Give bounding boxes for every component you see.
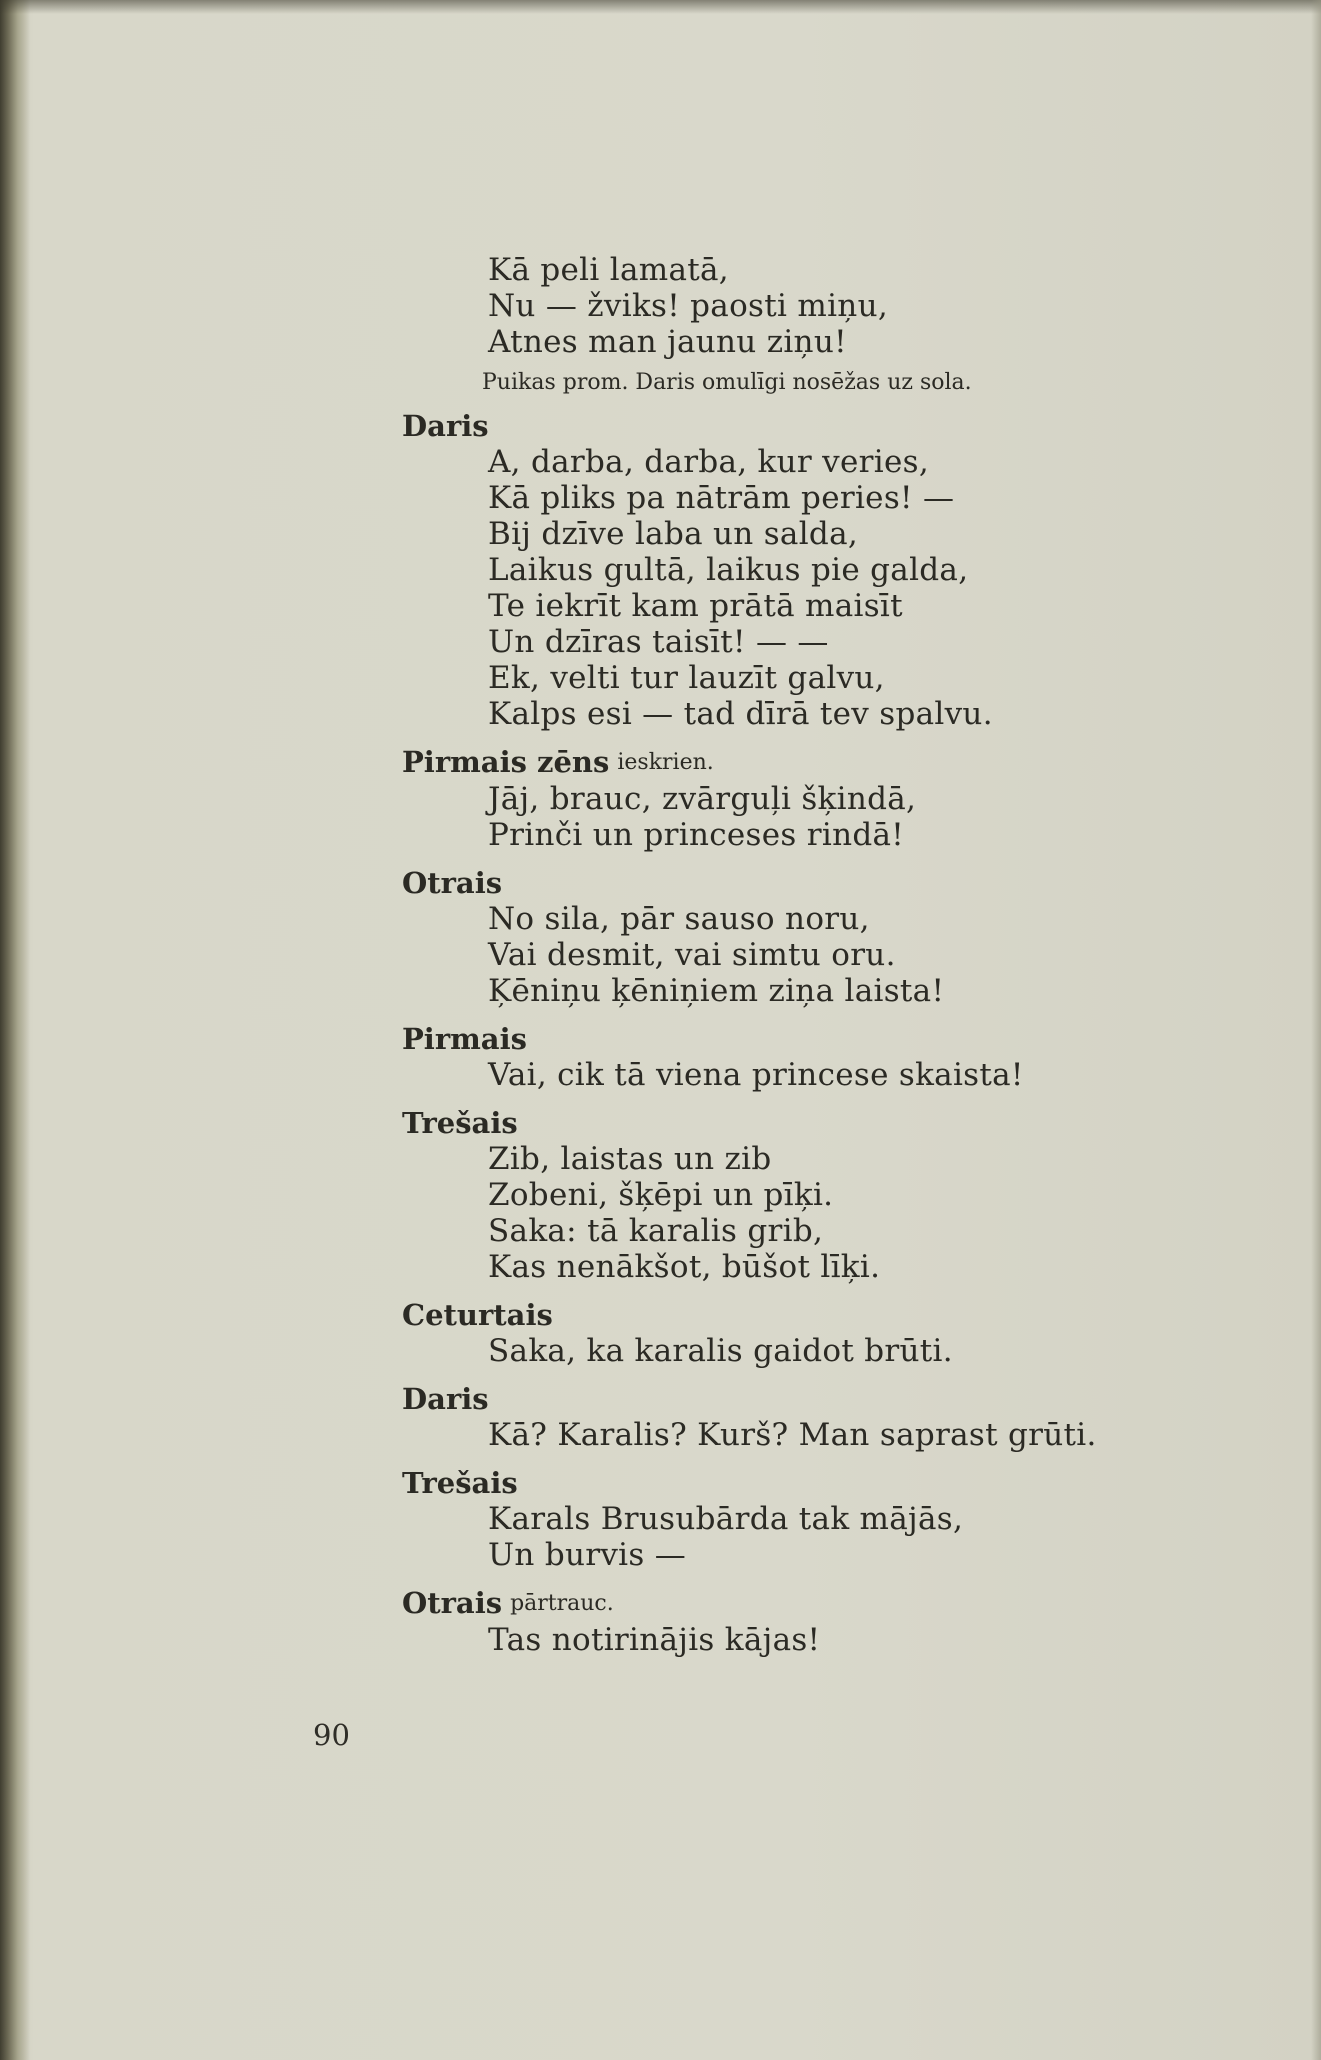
verse-line: Saka: tā karalis grib, bbox=[488, 1213, 824, 1249]
speaker-name bbox=[402, 865, 1282, 901]
verse-line: Saka, ka karalis gaidot brūti. bbox=[488, 1333, 953, 1369]
dialogue-block bbox=[402, 1465, 1282, 1573]
speaker-name bbox=[402, 744, 1282, 781]
speaker-name bbox=[402, 1465, 1282, 1501]
verse-line: Kā? Karalis? Kurš? Man saprast grūti. bbox=[488, 1417, 1097, 1453]
verse-line: Un burvis — bbox=[488, 1537, 687, 1573]
verse-line: Atnes man jaunu ziņu! bbox=[488, 324, 847, 360]
stage-direction: Puikas prom. Daris omulīgi nosēžas uz sola. bbox=[482, 370, 972, 395]
dialogue-block bbox=[402, 1021, 1282, 1093]
verse-line: Bij dzīve laba un salda, bbox=[488, 516, 859, 552]
stage-direction-inline: pārtrauc. bbox=[510, 1591, 614, 1616]
dialogue-block bbox=[402, 1585, 1282, 1658]
dialogue-block bbox=[402, 744, 1282, 853]
speaker-label: Daris bbox=[402, 1382, 489, 1416]
verse-line: Karals Brusubārda tak mājās, bbox=[488, 1501, 964, 1537]
speaker-label: Otrais bbox=[402, 866, 503, 900]
speaker-label: Pirmais zēns bbox=[402, 745, 610, 779]
speaker-name bbox=[402, 1021, 1282, 1057]
verse-line: Kalps esi — tad dīrā tev spalvu. bbox=[488, 696, 993, 732]
top-edge-shadow bbox=[0, 0, 1321, 14]
verse-line: Kas nenākšot, būšot līķi. bbox=[488, 1249, 881, 1285]
verse-line: Ķēniņu ķēniņiem ziņa laista! bbox=[488, 973, 945, 1009]
dialogue-block bbox=[402, 252, 1282, 396]
verse-line: Tas notirinājis kājas! bbox=[488, 1622, 821, 1658]
verse-line: Kā peli lamatā, bbox=[488, 252, 729, 288]
dialogue-block bbox=[402, 1381, 1282, 1453]
verse-line: Jāj, brauc, zvārguļi šķindā, bbox=[488, 781, 917, 817]
verse-line: Kā pliks pa nātrām peries! — bbox=[488, 480, 955, 516]
verse-line: Vai, cik tā viena princese skaista! bbox=[488, 1057, 1024, 1093]
verse-line: Laikus gultā, laikus pie galda, bbox=[488, 552, 969, 588]
verse-line: Te iekrīt kam prātā maisīt bbox=[488, 588, 903, 624]
speaker-name bbox=[402, 1585, 1282, 1622]
dialogue-block bbox=[402, 1105, 1282, 1285]
speaker-name bbox=[402, 1297, 1282, 1333]
verse-line: Nu — žviks! paosti miņu, bbox=[488, 288, 888, 324]
speaker-label: Trešais bbox=[402, 1466, 518, 1500]
verse-line: No sila, pār sauso noru, bbox=[488, 901, 870, 937]
dialogue-block bbox=[402, 865, 1282, 1009]
right-edge-shadow bbox=[1311, 0, 1321, 2060]
speaker-label: Trešais bbox=[402, 1106, 518, 1140]
speaker-label: Daris bbox=[402, 409, 489, 443]
speaker-label: Otrais bbox=[402, 1586, 503, 1620]
verse-line: Ek, velti tur lauzīt galvu, bbox=[488, 660, 885, 696]
stage-direction-inline: ieskrien. bbox=[617, 750, 714, 775]
verse-line: Vai desmit, vai simtu oru. bbox=[488, 937, 896, 973]
dialogue-block bbox=[402, 1297, 1282, 1369]
play-text bbox=[402, 252, 1282, 1658]
speaker-name bbox=[402, 1105, 1282, 1141]
book-spine-shadow bbox=[0, 0, 30, 2060]
verse-line: Zobeni, šķēpi un pīķi. bbox=[488, 1177, 834, 1213]
speaker-name bbox=[402, 408, 1282, 444]
verse-line: Un dzīras taisīt! — — bbox=[488, 624, 829, 660]
page-number: 90 bbox=[313, 1718, 350, 1752]
verse-line: Prinči un princeses rindā! bbox=[488, 817, 905, 853]
verse-line: Zib, laistas un zib bbox=[488, 1141, 772, 1177]
verse-line: A, darba, darba, kur veries, bbox=[488, 444, 929, 480]
speaker-label: Ceturtais bbox=[402, 1298, 553, 1332]
speaker-label: Pirmais bbox=[402, 1022, 527, 1056]
speaker-name bbox=[402, 1381, 1282, 1417]
dialogue-block bbox=[402, 408, 1282, 732]
